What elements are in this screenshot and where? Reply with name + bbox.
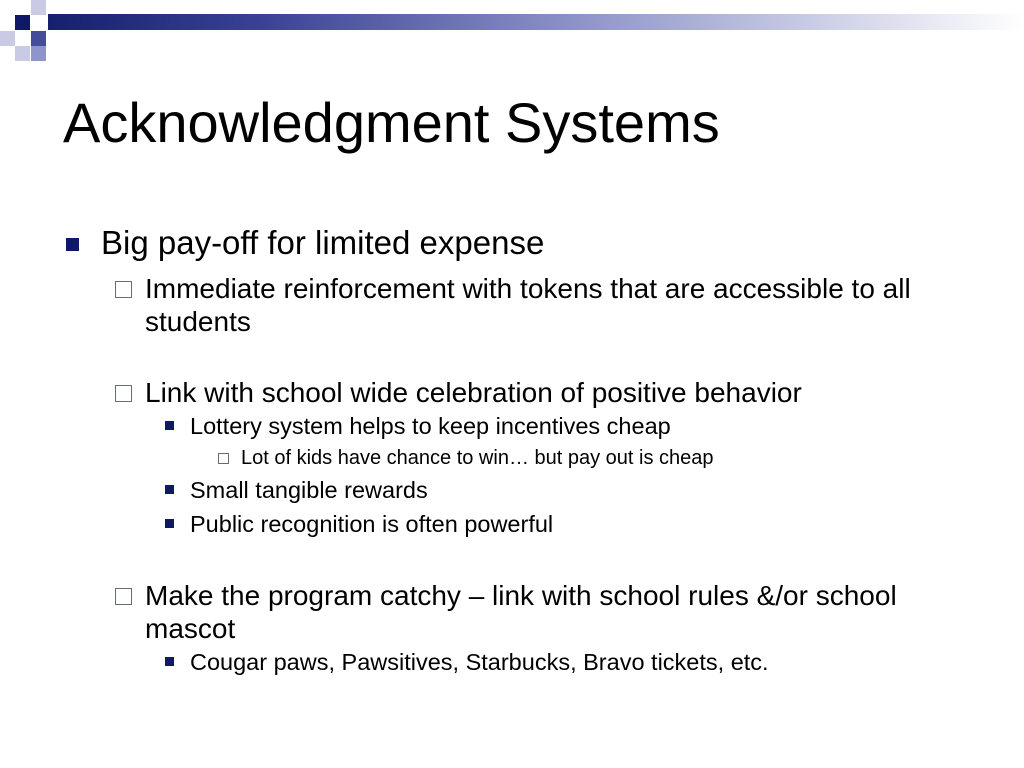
level4-bullet-text: Lot of kids have chance to win… but pay out is cheap: [241, 447, 714, 469]
small-filled-square-bullet-icon: [165, 519, 174, 528]
deco-square: [31, 0, 46, 15]
deco-square: [15, 46, 30, 61]
deco-square: [31, 31, 46, 46]
sub-sub-bullet-text: Public recognition is often powerful: [190, 511, 554, 537]
sub-bullet-item: [0, 272, 1024, 338]
sub-sub-bullet-text: Lottery system helps to keep incentives cheap: [190, 413, 671, 439]
hollow-square-bullet-icon: [115, 281, 132, 298]
hollow-square-bullet-icon: [115, 385, 132, 402]
sub-bullet-item: [0, 579, 1024, 645]
header-gradient-band: [48, 14, 1024, 30]
sub-sub-bullet-item: [0, 473, 1024, 507]
sub-bullet-item: [0, 376, 1024, 409]
filled-square-bullet-icon: [66, 238, 79, 251]
sub-sub-bullet-item: [0, 507, 1024, 541]
small-filled-square-bullet-icon: [165, 421, 174, 430]
spacer: [0, 541, 1024, 579]
sub-bullet-text: Immediate reinforcement with tokens that are accessible to all students: [145, 273, 911, 337]
hollow-square-bullet-icon: [115, 588, 132, 605]
slide-title: Acknowledgment Systems: [63, 91, 720, 154]
small-hollow-square-bullet-icon: [218, 453, 229, 464]
sub-sub-bullet-item: [0, 409, 1024, 443]
deco-square: [31, 46, 46, 61]
spacer: [0, 338, 1024, 376]
small-filled-square-bullet-icon: [165, 657, 174, 666]
sub-sub-bullet-text: Cougar paws, Pawsitives, Starbucks, Bravo tickets, etc.: [190, 649, 769, 675]
bullet-text: Big pay-off for limited expense: [101, 224, 545, 261]
sub-bullet-text: Make the program catchy – link with school rules &/or school mascot: [145, 580, 897, 644]
small-filled-square-bullet-icon: [165, 485, 174, 494]
sub-sub-bullet-item: [0, 645, 1024, 679]
deco-square: [15, 15, 30, 30]
sub-bullet-text: Link with school wide celebration of positive behavior: [145, 377, 802, 408]
sub-sub-bullet-text: Small tangible rewards: [190, 477, 428, 503]
level4-bullet-item: [0, 443, 1024, 473]
bullet-list: [0, 224, 1024, 679]
bullet-item: [0, 224, 1024, 262]
deco-square: [0, 31, 15, 46]
